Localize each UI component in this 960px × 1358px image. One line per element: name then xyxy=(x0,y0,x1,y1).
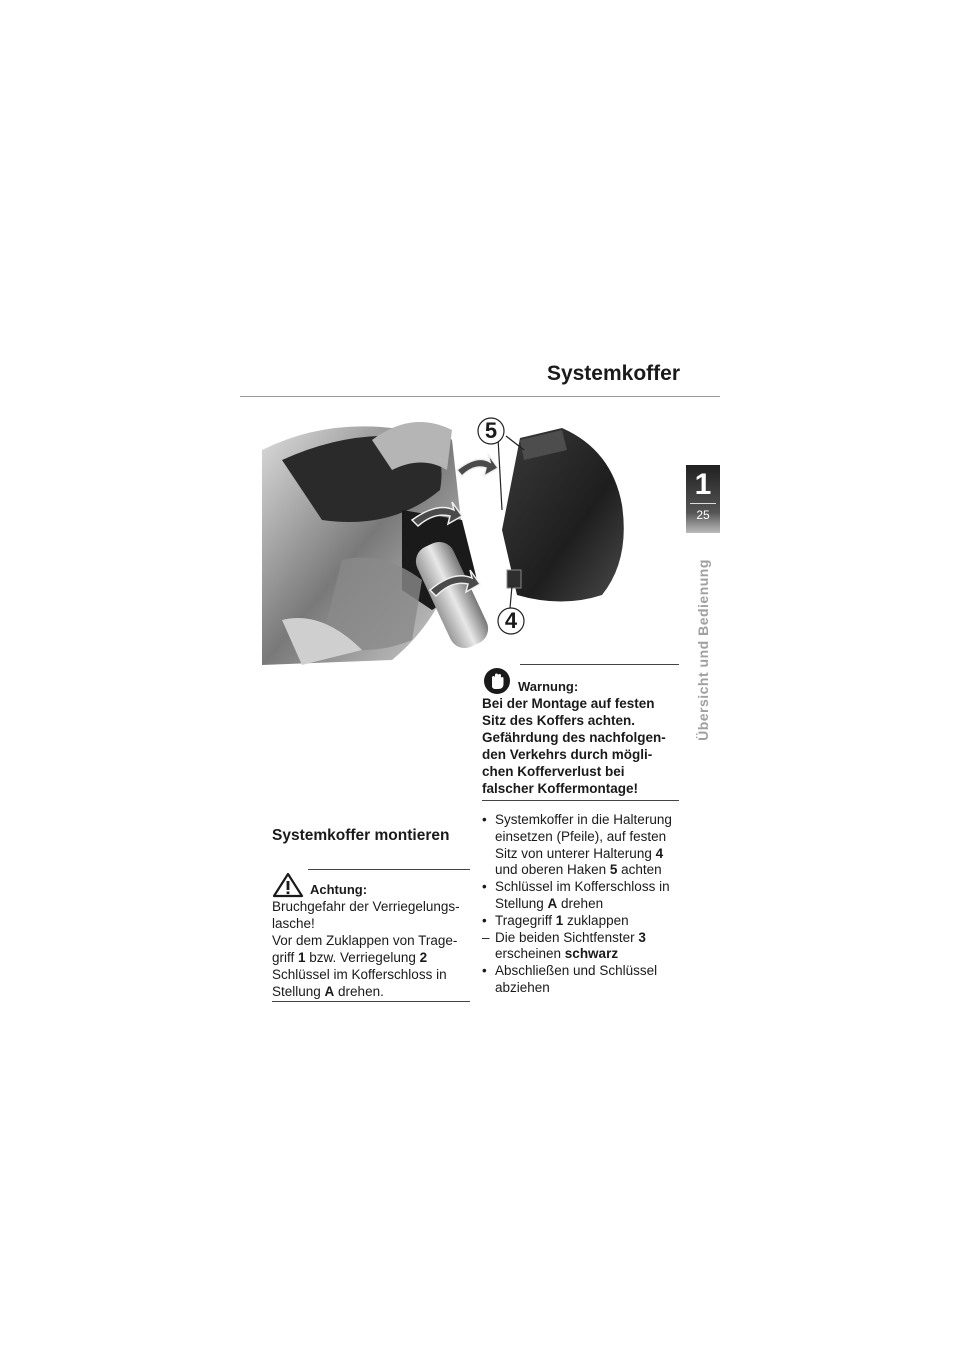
caution-text-line2: Vor dem Zuklappen von Trage-griff 1 bzw. Verriegelung 2 Schlüssel im Kofferschloss in Stellung A drehen. xyxy=(272,933,458,999)
caution-text-line1: Bruchgefahr der Verriegelungs-lasche! xyxy=(272,899,460,931)
warning-top-rule xyxy=(520,664,679,665)
step-item: • Tragegriff 1 zuklappen xyxy=(482,912,629,928)
procedure-steps xyxy=(482,812,682,997)
callout-label-5: 5 xyxy=(484,418,498,443)
motorcycle-rear-image xyxy=(262,422,493,665)
chapter-side-label: Übersicht und Bedienung xyxy=(695,559,711,741)
section-heading: Systemkoffer montieren xyxy=(272,827,450,844)
caution-box xyxy=(272,869,470,1002)
step-item: – Die beiden Sichtfenster 3 erscheinen schwarz xyxy=(482,929,646,962)
warning-box xyxy=(482,664,679,801)
warning-text: Bei der Montage auf festen Sitz des Koffers achten. Gefährdung des nachfolgen-den Verkehrs durch mögli-chen Kofferverlust bei falscher Koffermontage! xyxy=(482,696,666,796)
caution-label: Achtung: xyxy=(310,882,368,897)
warning-bottom-rule xyxy=(482,800,679,801)
title-divider xyxy=(240,396,720,397)
pannier-case-image xyxy=(502,428,624,602)
step-item: • Systemkoffer in die Halterung einsetzen (Pfeile), auf festen Sitz von unterer Halterung 4 und oberen Haken 5 achten xyxy=(482,812,672,878)
caution-top-rule xyxy=(308,869,470,870)
stop-hand-icon xyxy=(482,667,512,695)
step-item: • Abschließen und Schlüssel abziehen xyxy=(482,963,658,995)
page-title: Systemkoffer xyxy=(546,362,680,385)
callout-label-4: 4 xyxy=(504,608,518,633)
chapter-tab-divider xyxy=(690,503,716,504)
chapter-number: 1 xyxy=(694,468,712,501)
caution-bottom-rule xyxy=(272,1001,470,1002)
warning-triangle-icon xyxy=(272,872,304,898)
page-number: 25 xyxy=(696,508,710,522)
warning-label: Warnung: xyxy=(518,679,579,694)
step-item: • Schlüssel im Kofferschloss in Stellung A drehen xyxy=(482,879,670,911)
case-mounting-illustration xyxy=(262,410,682,665)
